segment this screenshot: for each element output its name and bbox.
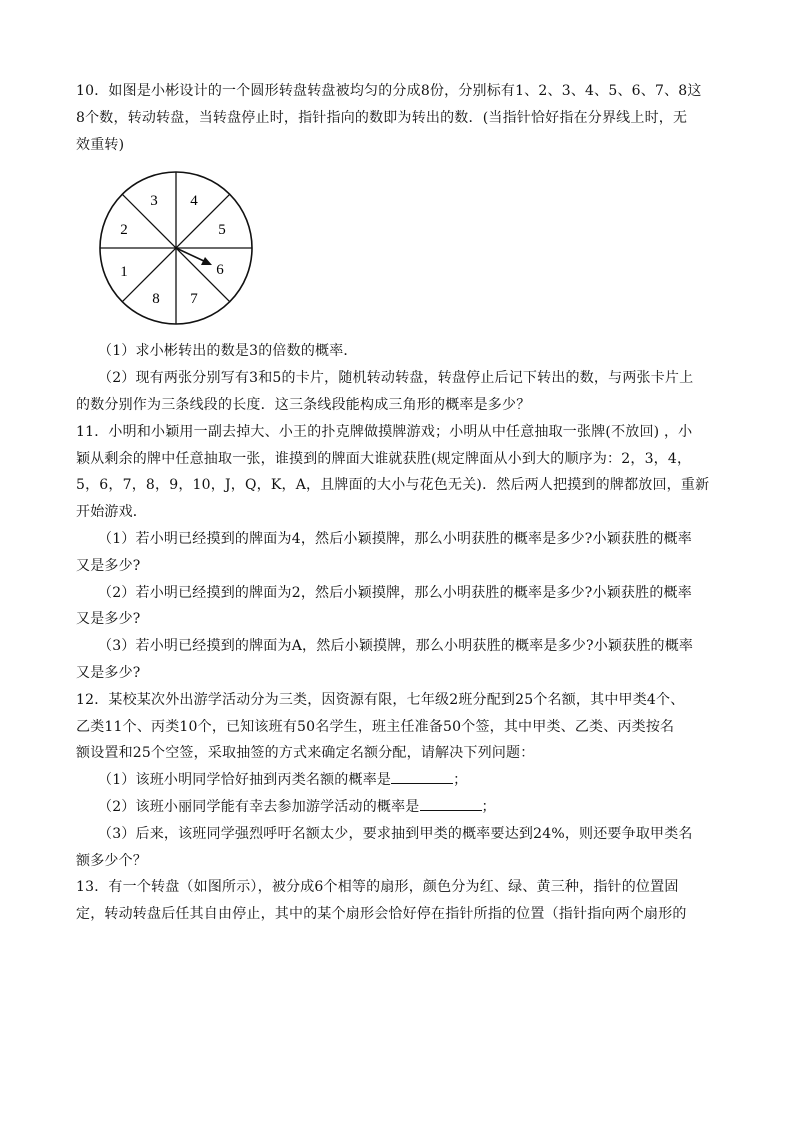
sector-label-8: 8 xyxy=(152,291,160,308)
question-12 xyxy=(76,687,720,875)
answer-blank[interactable] xyxy=(391,769,453,784)
q11-sub-2-line-2: 又是多少? xyxy=(76,611,141,628)
q13-stem-line-2: 定，转动转盘后任其自由停止，其中的某个扇形会恰好停在指针所指的位置（指针指向两个扇形的 xyxy=(76,906,687,923)
q12-sub-3-line-1: （3）后来，该班同学强烈呼吁名额太少，要求抽到甲类的概率要达到24%，则还要争取甲类名 xyxy=(98,825,693,842)
q12-sub-3-line-2: 额多少个？ xyxy=(76,852,147,869)
q12-stem-line-2: 乙类11个、丙类10个，已知该班有50名学生，班主任准备50个签，其中甲类、乙类、丙类按名 xyxy=(76,718,675,735)
q10-spinner-figure xyxy=(76,168,720,338)
question-11 xyxy=(76,419,720,687)
q10-sub-2-line-1: （2）现有两张分别写有3和5的卡片，随机转动转盘，转盘停止后记下转出的数，与两张卡片上 xyxy=(98,370,694,387)
q11-sub-2-line-1: （2）若小明已经摸到的牌面为2，然后小颖摸牌，那么小明获胜的概率是多少?小颖获胜的概率 xyxy=(98,584,692,601)
question-10 xyxy=(76,78,720,419)
q11-stem-line-2: 颖从剩余的牌中任意抽取一张，谁摸到的牌面大谁就获胜(规定牌面从小到大的顺序为：2，3，4， xyxy=(76,450,692,467)
q12-sub-1-end: ； xyxy=(453,772,468,789)
answer-blank[interactable] xyxy=(420,796,482,811)
spinner-wheel xyxy=(96,168,256,328)
q11-stem-line-1: 11．小明和小颖用一副去掉大、小王的扑克牌做摸牌游戏；小明从中任意抽取一张牌(不放回) ，小 xyxy=(76,423,693,440)
worksheet-page xyxy=(76,78,720,928)
sector-label-2: 2 xyxy=(120,222,128,239)
q12-sub-1 xyxy=(76,767,720,794)
q13-stem-line-1: 13．有一个转盘（如图所示），被分成6个相等的扇形，颜色分为红、绿、黄三种，指针的位置固 xyxy=(76,879,679,896)
sector-label-1: 1 xyxy=(120,264,128,281)
sector-label-5: 5 xyxy=(218,222,226,239)
sector-label-6: 6 xyxy=(216,262,224,279)
q12-stem-line-1: 12．某校某次外出游学活动分为三类，因资源有限，七年级2班分配到25个名额，其中甲类4个、 xyxy=(76,691,685,708)
q10-stem-line-3: 效重转) xyxy=(76,136,125,153)
q10-sub-1: （1）求小彬转出的数是3的倍数的概率． xyxy=(98,343,358,360)
q12-sub-2-text: （2）该班小丽同学能有幸去参加游学活动的概率是 xyxy=(98,798,420,815)
q12-sub-1-text: （1）该班小明同学恰好抽到丙类名额的概率是 xyxy=(98,772,392,789)
q10-stem-line-1: 10．如图是小彬设计的一个圆形转盘转盘被均匀的分成8份，分别标有1、2、3、4、5、6、7、8这 xyxy=(76,83,702,99)
sector-label-7: 7 xyxy=(190,291,198,308)
q12-stem-line-3: 额设置和25个空签，采取抽签的方式来确定名额分配，请解决下列问题： xyxy=(76,745,535,762)
q10-sub-2-line-2: 的数分别作为三条线段的长度．这三条线段能构成三角形的概率是多少？ xyxy=(76,396,531,413)
q11-sub-1-line-2: 又是多少? xyxy=(76,557,141,574)
q11-stem-line-4: 开始游戏． xyxy=(76,504,147,521)
q12-sub-2 xyxy=(76,794,720,821)
q11-stem-line-3: 5，6，7，8，9，10，J，Q，K，A，且牌面的大小与花色无关)．然后两人把摸到的牌都放回，重新 xyxy=(76,477,710,494)
q11-sub-3-line-1: （3）若小明已经摸到的牌面为A，然后小颖摸牌，那么小明获胜的概率是多少?小颖获胜的概率 xyxy=(98,638,694,655)
q12-sub-2-end: ； xyxy=(481,798,496,815)
sector-label-3: 3 xyxy=(150,193,158,210)
q11-sub-3-line-2: 又是多少? xyxy=(76,664,141,681)
q11-sub-1-line-1: （1）若小明已经摸到的牌面为4，然后小颖摸牌，那么小明获胜的概率是多少?小颖获胜的概率 xyxy=(98,530,692,547)
sector-label-4: 4 xyxy=(190,193,198,210)
question-13 xyxy=(76,874,720,928)
q10-stem-line-2: 8个数，转动转盘，当转盘停止时，指针指向的数即为转出的数．(当指针恰好指在分界线上时，无 xyxy=(76,109,688,126)
